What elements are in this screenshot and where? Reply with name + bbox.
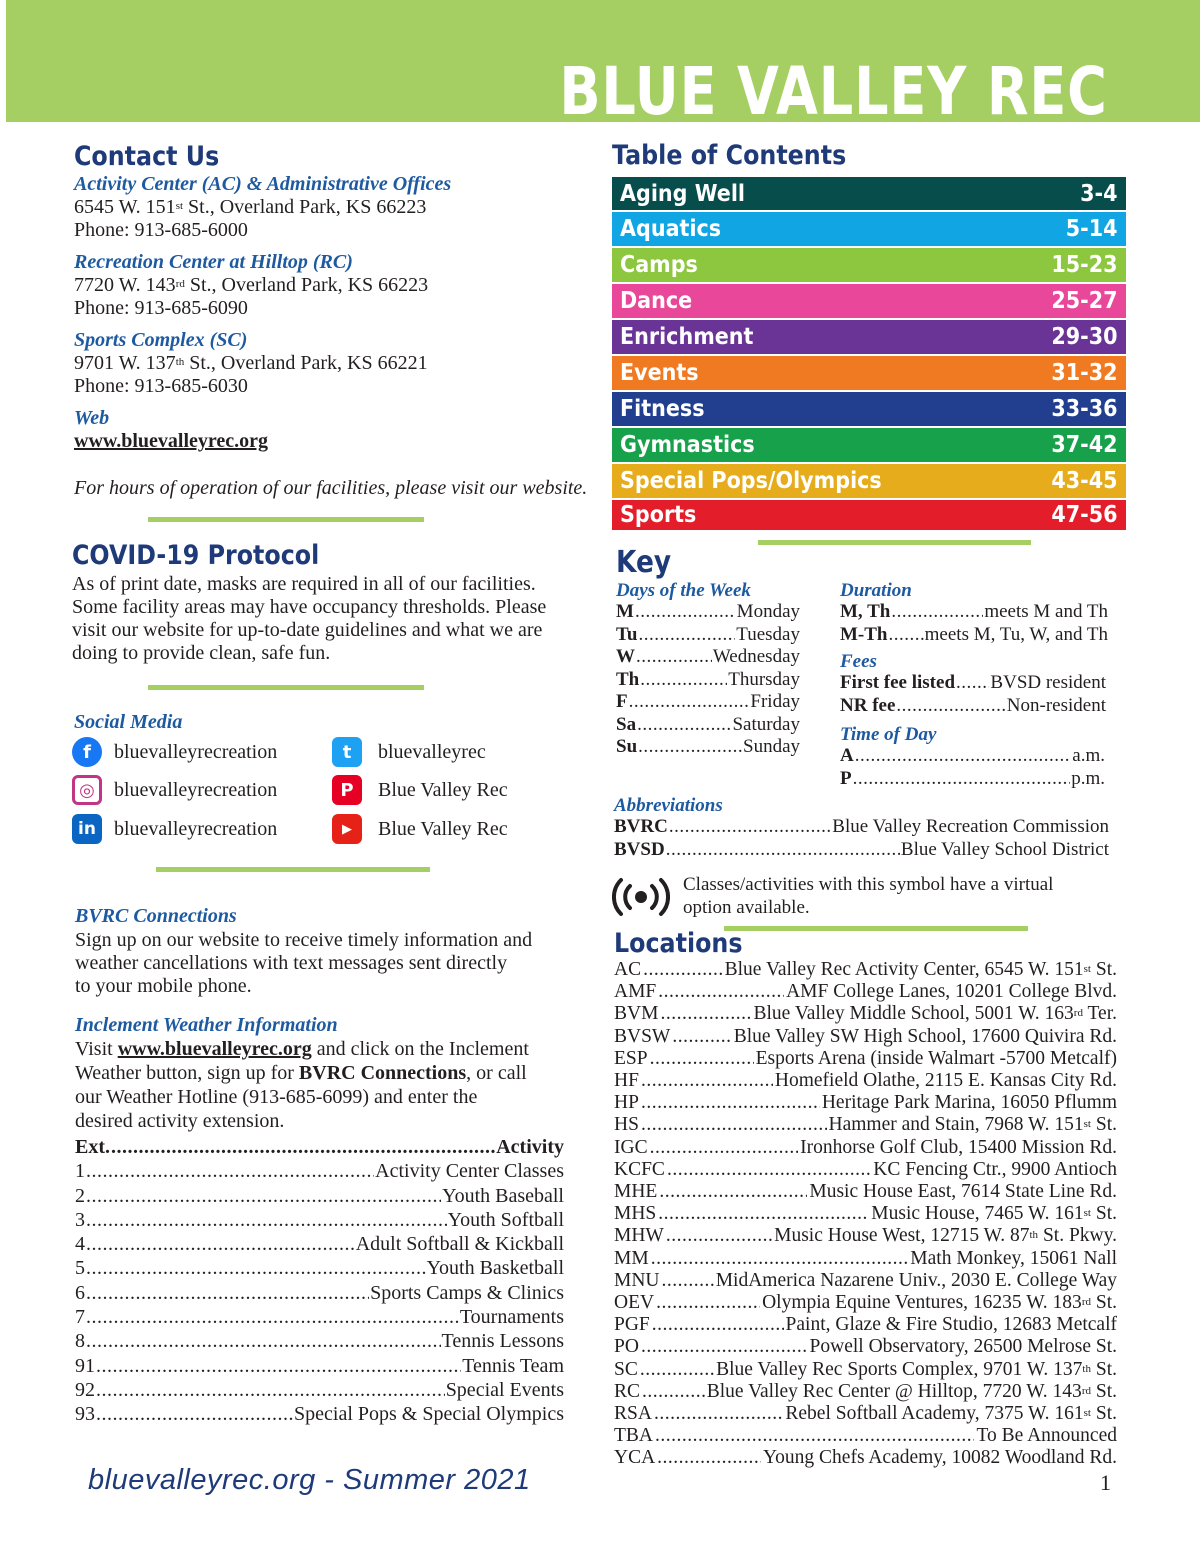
location-name: Heritage Park Marina, 16050 Pflumm [821,1092,1117,1114]
locations-heading: Locations [614,928,743,959]
location-code: BVSW [614,1025,671,1047]
toc-item-pages: 15-23 [1051,252,1118,278]
toc-item-name: Gymnastics [620,432,755,458]
location-name: Olympia Equine Ventures, 16235 W. 183rd St. [762,1292,1117,1314]
weather-website-link[interactable]: www.bluevalleyrec.org [117,1038,312,1060]
social-label: bluevalleyrec [378,741,486,763]
location-code: MM [614,1247,649,1269]
location-row [614,959,1117,981]
location-row [614,1403,1117,1425]
covid-heading: COVID-19 Protocol [72,540,320,571]
location-name: KC Fencing Ctr., 9900 Antioch [873,1158,1117,1180]
location-name: Young Chefs Academy, 10082 Woodland Rd. [763,1447,1117,1469]
location-name: Rebel Softball Academy, 7375 W. 161st St. [785,1403,1117,1425]
fee-row: First fee listed ..... BVSD resident [840,672,1106,695]
social-youtube[interactable] [332,812,508,846]
toc-item-name: Fitness [620,396,705,422]
toc-item[interactable] [612,500,1126,532]
social-instagram[interactable] [72,773,277,807]
location-row [614,1292,1117,1314]
toc-item-name: Dance [620,288,693,314]
toc-item[interactable] [612,284,1126,320]
location-row [614,1425,1117,1447]
location-code: AMF [614,981,657,1003]
toc-item-pages: 33-36 [1051,396,1118,422]
abbreviation-row: BVSD ..... Blue Valley School District [614,839,1109,862]
social-facebook[interactable] [72,735,277,769]
extension-row: 92 ..... Special Events [75,1378,564,1402]
toc-item[interactable] [612,356,1126,392]
time-list [840,745,1105,790]
location-row [614,1359,1117,1381]
toc-item-pages: 37-42 [1051,432,1118,458]
location-row [614,1336,1117,1358]
location-row [614,1314,1117,1336]
toc-item[interactable] [612,248,1126,284]
location-code: TBA [614,1425,653,1447]
days-title: Days of the Week [616,580,751,601]
youtube-icon: ▶ [332,814,362,844]
day-row: W ..... Wednesday [616,646,800,669]
location-row [614,1381,1117,1403]
location-code: PO [614,1336,639,1358]
weather-line: desired activity extension. [75,1110,285,1132]
location-name: To Be Announced [976,1425,1117,1447]
location-name: Music House East, 7614 State Line Rd. [809,1181,1117,1203]
location-name: Blue Valley Rec Center @ Hilltop, 7720 W. 143rd St. [706,1380,1117,1402]
sc-title: Sports Complex (SC) [74,329,248,351]
location-row [614,1092,1117,1114]
location-code: MNU [614,1269,660,1291]
covid-line: Some facility areas may have occupancy thresholds. Please [72,596,547,618]
abbreviations-list [614,816,1109,861]
toc-item[interactable] [612,464,1126,500]
location-name: Homefield Olathe, 2115 E. Kansas City Rd. [774,1070,1117,1092]
location-name: Powell Observatory, 26500 Melrose St. [809,1336,1117,1358]
location-name: Blue Valley Rec Sports Complex, 9701 W. 137th St. [716,1358,1117,1380]
social-label: bluevalleyrecreation [114,779,278,801]
toc-item[interactable] [612,212,1126,248]
location-row [614,1181,1117,1203]
twitter-icon: t [332,737,362,767]
connections-heading: BVRC Connections [75,905,237,927]
location-code: YCA [614,1447,656,1469]
time-row: A ..... a.m. [840,745,1105,768]
social-label: bluevalleyrecreation [114,741,278,763]
location-code: OEV [614,1292,655,1314]
day-row: F ..... Friday [616,691,800,714]
location-code: BVM [614,1003,659,1025]
sc-phone: Phone: 913-685-6030 [74,375,248,397]
fees-title: Fees [840,651,877,672]
location-name: Blue Valley SW High School, 17600 Quivira Rd. [733,1025,1117,1047]
extension-list [75,1135,564,1427]
toc-item-pages: 29-30 [1051,324,1118,350]
toc-item[interactable] [612,320,1126,356]
duration-row: M, Th ..... meets M and Th [840,601,1108,624]
connections-line: to your mobile phone. [75,975,252,997]
extension-row: 2 ..... Youth Baseball [75,1184,564,1208]
location-row [614,1070,1117,1092]
location-name: Paint, Glaze & Fire Studio, 12683 Metcalf [785,1314,1117,1336]
brand-title: BLUE VALLEY REC [559,53,1108,130]
rc-address: 7720 W. 143rd St., Overland Park, KS 66223 [74,274,429,296]
key-heading: Key [616,545,672,580]
rc-phone: Phone: 913-685-6090 [74,297,248,319]
social-heading: Social Media [74,711,183,733]
location-code: RC [614,1380,641,1402]
location-code: HF [614,1070,639,1092]
location-name: MidAmerica Nazarene Univ., 2030 E. College Way [715,1269,1117,1291]
day-row: Sa ..... Saturday [616,714,800,737]
social-pinterest[interactable] [332,773,508,807]
covid-line: visit our website for up-to-date guidelines and what we are [72,619,543,641]
ac-phone: Phone: 913-685-6000 [74,219,248,241]
facebook-icon: f [72,737,102,767]
toc-item-pages: 5-14 [1066,216,1118,242]
toc-item-pages: 31-32 [1051,360,1118,386]
toc-item-pages: 43-45 [1051,468,1118,494]
web-title: Web [74,407,110,429]
instagram-icon: ◎ [72,775,102,805]
page-number: 1 [1100,1470,1111,1495]
hours-note: For hours of operation of our facilities, please visit our website. [74,477,588,499]
fees-list [840,672,1106,717]
location-name: Music House West, 12715 W. 87th St. Pkwy. [774,1225,1117,1247]
divider [724,926,1028,931]
footer-url: bluevalleyrec.org - Summer 2021 [88,1464,531,1496]
toc-item-pages: 47-56 [1051,502,1118,528]
virtual-broadcast-icon [612,876,670,918]
time-row: P ..... p.m. [840,768,1105,791]
location-row [614,1114,1117,1136]
covid-line: As of print date, masks are required in all of our facilities. [72,573,536,595]
location-row [614,1447,1117,1469]
location-code: ESP [614,1047,648,1069]
location-name: Blue Valley Rec Activity Center, 6545 W. 151st St. [724,959,1117,980]
location-row [614,981,1117,1003]
location-code: HP [614,1092,639,1114]
divider [758,540,1031,545]
divider [156,867,430,872]
weather-line: Visit www.bluevalleyrec.org and click on the Inclement [75,1038,529,1060]
day-row: Su ..... Sunday [616,736,800,759]
weather-line: Weather button, sign up for BVRC Connections, or call [75,1062,527,1084]
toc-item[interactable] [612,392,1126,428]
day-row: Tu ..... Tuesday [616,624,800,647]
duration-title: Duration [840,580,912,601]
location-code: RSA [614,1403,652,1425]
toc-item-name: Sports [620,502,697,528]
extension-row: 93 ..... Special Pops & Special Olympics [75,1402,564,1426]
connections-line: Sign up on our website to receive timely information and [75,929,533,951]
toc-item-name: Special Pops/Olympics [620,468,882,494]
toc-item-name: Camps [620,252,698,278]
toc-item-name: Enrichment [620,324,754,350]
extension-row: 6 ..... Sports Camps & Clinics [75,1281,564,1305]
divider [148,517,424,522]
day-row: Th ..... Thursday [616,669,800,692]
social-linkedin[interactable] [72,812,277,846]
location-code: KCFC [614,1158,665,1180]
location-code: MHW [614,1225,664,1247]
fee-row: NR fee ..... Non-resident [840,695,1106,718]
toc-item-name: Aging Well [620,180,746,207]
extension-row: 7 ..... Tournaments [75,1305,564,1329]
weather-line: our Weather Hotline (913-685-6099) and enter the [75,1086,478,1108]
toc-item-pages: 25-27 [1051,288,1118,314]
website-link[interactable]: www.bluevalleyrec.org [74,430,269,452]
extension-row: 1 ..... Activity Center Classes [75,1159,564,1183]
connections-line: weather cancellations with text messages sent directly [75,952,508,974]
social-label: bluevalleyrecreation [114,818,278,840]
social-label: Blue Valley Rec [378,779,508,801]
rc-title: Recreation Center at Hilltop (RC) [74,251,353,273]
extension-row: 3 ..... Youth Softball [75,1208,564,1232]
weather-heading: Inclement Weather Information [75,1014,338,1036]
ac-address: 6545 W. 151st St., Overland Park, KS 66223 [74,196,427,218]
time-title: Time of Day [840,724,937,745]
location-name: Esports Arena (inside Walmart -5700 Metcalf) [755,1047,1117,1069]
location-row [614,1203,1117,1225]
divider [148,685,424,690]
location-code: MHE [614,1181,658,1203]
location-name: Hammer and Stain, 7968 W. 151st St. [828,1114,1117,1136]
contact-heading: Contact Us [74,141,220,172]
location-row [614,1026,1117,1048]
pinterest-icon: P [332,775,362,805]
location-name: Music House, 7465 W. 161st St. [871,1203,1117,1225]
duration-list [840,601,1108,646]
location-code: HS [614,1114,639,1136]
virtual-note: option available. [683,897,810,918]
location-row [614,1159,1117,1181]
virtual-note: Classes/activities with this symbol have a virtual [683,874,1054,895]
location-row [614,1048,1117,1070]
location-code: MHS [614,1203,657,1225]
location-name: Ironhorse Golf Club, 15400 Mission Rd. [800,1136,1117,1158]
location-name: Math Monkey, 15061 Nall [910,1247,1117,1269]
abbr-title: Abbreviations [614,795,723,816]
social-label: Blue Valley Rec [378,818,508,840]
location-name: Blue Valley Middle School, 5001 W. 163rd Ter. [753,1003,1117,1025]
location-name: AMF College Lanes, 10201 College Blvd. [786,981,1117,1003]
toc-item[interactable] [612,428,1126,464]
extension-header: Ext. ..... Activity [75,1135,564,1159]
duration-row: M-Th ..... meets M, Tu, W, and Th [840,624,1108,647]
abbreviation-row: BVRC ..... Blue Valley Recreation Commission [614,816,1109,839]
location-row [614,1003,1117,1025]
ac-title: Activity Center (AC) & Administrative Offices [74,173,452,195]
location-row [614,1137,1117,1159]
linkedin-icon: in [72,814,102,844]
toc-item[interactable] [612,177,1126,212]
toc-item-name: Events [620,360,699,386]
location-code: AC [614,959,642,980]
social-twitter[interactable] [332,735,486,769]
toc-item-pages: 3-4 [1080,180,1118,207]
extension-row: 8 ..... Tennis Lessons [75,1329,564,1353]
location-code: SC [614,1358,638,1380]
sc-address: 9701 W. 137th St., Overland Park, KS 66221 [74,352,428,374]
extension-row: 91 ..... Tennis Team [75,1354,564,1378]
location-code: PGF [614,1314,650,1336]
covid-line: doing to provide clean, safe fun. [72,642,331,664]
extension-row: 5 ..... Youth Basketball [75,1256,564,1280]
locations-list [614,959,1117,1470]
days-list [616,601,800,759]
day-row: M ..... Monday [616,601,800,624]
location-row [614,1225,1117,1247]
extension-row: 4 ..... Adult Softball & Kickball [75,1232,564,1256]
location-row [614,1248,1117,1270]
location-code: IGC [614,1136,648,1158]
toc-heading: Table of Contents [612,140,847,171]
location-row [614,1270,1117,1292]
toc-item-name: Aquatics [620,216,722,242]
